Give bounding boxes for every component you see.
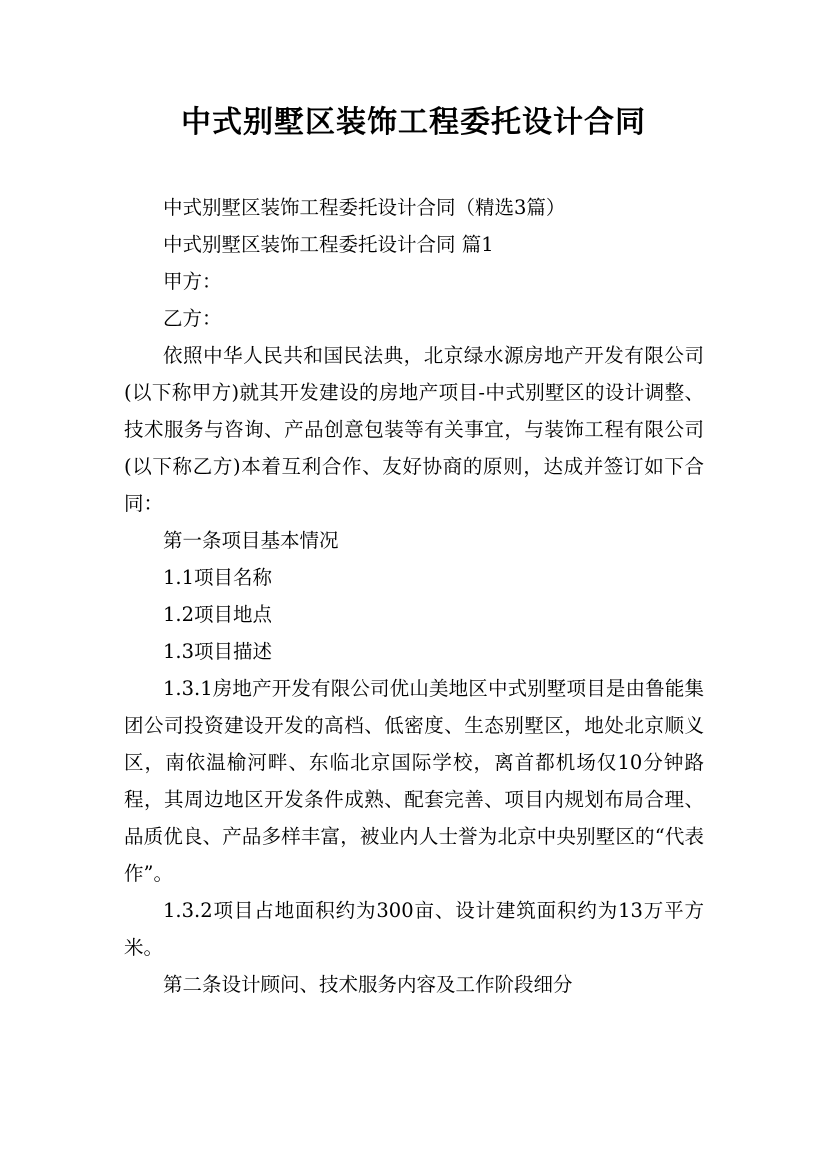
paragraph-intro: 依照中华人民共和国民法典，北京绿水源房地产开发有限公司(以下称甲方)就其开发建设的房地产项目-中式别墅区的设计调整、技术服务与咨询、产品创意包装等有关事宜，与装饰工程有限公司(以下称乙方)本着互利合作、友好协商的原则，达成并签订如下合同：: [124, 344, 704, 515]
paragraph-party-a: 甲方：: [163, 270, 222, 293]
paragraph-section-heading: 中式别墅区装饰工程委托设计合同 篇1: [163, 233, 494, 256]
paragraph-party-b: 乙方：: [163, 307, 222, 330]
paragraph-item-1-3-2: 1.3.2项目占地面积约为300亩、设计建筑面积约为13万平方米。: [124, 899, 704, 959]
document-title: 中式别墅区装饰工程委托设计合同: [181, 105, 646, 140]
document-body: [124, 189, 704, 1003]
paragraph-item-1-3-1: 1.3.1房地产开发有限公司优山美地区中式别墅项目是由鲁能集团公司投资建设开发的高档、低密度、生态别墅区，地处北京顺义区，南依温榆河畔、东临北京国际学校，离首都机场仅10分钟路程，其周边地区开发条件成熟、配套完善、项目内规划布局合理、品质优良、产品多样丰富，被业内人士誉为北京中央别墅区的“代表作”。: [124, 677, 704, 885]
paragraph-item-1-1: 1.1项目名称: [163, 566, 273, 589]
paragraph-article-1: 第一条项目基本情况: [163, 529, 339, 552]
paragraph-subtitle: 中式别墅区装饰工程委托设计合同（精选3篇）: [163, 196, 566, 219]
paragraph-item-1-2: 1.2项目地点: [163, 603, 273, 626]
paragraph-item-1-3: 1.3项目描述: [163, 640, 273, 663]
paragraph-article-2: 第二条设计顾问、技术服务内容及工作阶段细分: [163, 973, 573, 996]
